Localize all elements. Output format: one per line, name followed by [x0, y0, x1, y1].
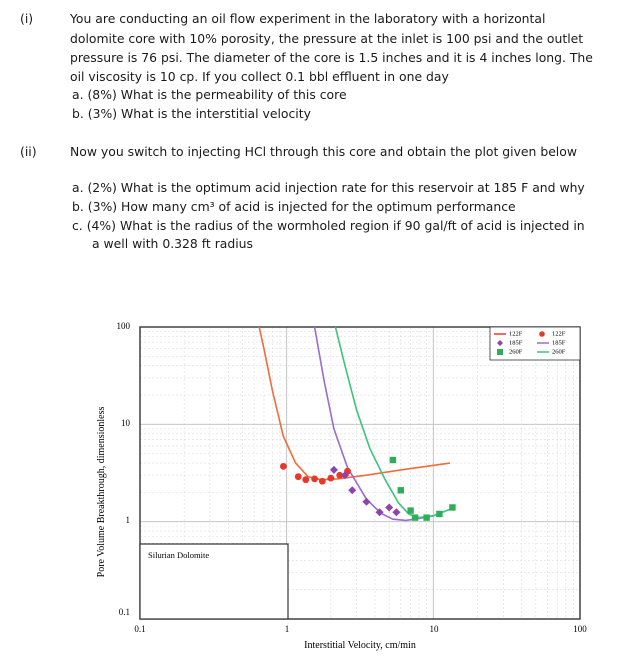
question-2a: a. (2%) What is the optimum acid injection rate for this reservoir at 185 F and why — [72, 180, 585, 195]
point-260f — [398, 487, 404, 493]
question-2c: c. (4%) What is the radius of the wormholed region if 90 gal/ft of acid is injected in — [72, 218, 585, 233]
legend-label-260f-a: 260F — [509, 348, 523, 356]
annotation-label: Silurian Dolomite — [148, 550, 210, 560]
legend-label-122f-a: 122F — [509, 330, 523, 338]
question-1-line-1: You are conducting an oil flow experiment in the laboratory with a horizontal — [70, 11, 546, 26]
y-axis-label: Pore Volume Breakthrough, dimensionless — [96, 406, 107, 578]
point-122f — [280, 463, 287, 470]
x-tick-1: 1 — [284, 624, 290, 634]
legend-label-185f-b: 185F — [552, 339, 566, 347]
point-260f — [423, 514, 429, 520]
y-tick-100: 100 — [116, 322, 130, 332]
point-122f — [302, 476, 309, 483]
question-1a: a. (8%) What is the permeability of this core — [72, 87, 347, 102]
question-2b: b. (3%) How many cm³ of acid is injected for the optimum performance — [72, 199, 516, 214]
point-260f — [449, 504, 455, 510]
point-260f — [407, 507, 413, 513]
legend-label-122f-b: 122F — [552, 330, 566, 338]
point-122f — [311, 476, 318, 483]
x-axis-label: Interstitial Velocity, cm/min — [304, 640, 416, 651]
chart-svg — [90, 322, 610, 667]
chart-legend — [490, 327, 580, 360]
legend-label-260f-b: 260F — [552, 348, 566, 356]
point-122f — [327, 475, 334, 482]
point-185f — [330, 466, 338, 474]
legend-marker-122f — [539, 331, 545, 337]
point-185f — [392, 508, 400, 516]
legend-box — [490, 327, 580, 360]
y-tick-1: 1 — [125, 515, 130, 526]
point-260f — [436, 511, 442, 517]
question-1-line-3: pressure is 76 psi. The diameter of the core is 1.5 inches and it is 4 inches long. The — [70, 50, 593, 65]
point-122f — [295, 473, 302, 480]
point-185f — [362, 498, 370, 506]
question-1-line-2: dolomite core with 10% porosity, the pressure at the inlet is 100 psi and the outlet — [70, 31, 584, 46]
question-1b: b. (3%) What is the interstitial velocity — [72, 106, 311, 121]
question-1-line-4: oil viscosity is 10 cp. If you collect 0.1 bbl effluent in one day — [70, 69, 449, 84]
question-2-intro: Now you switch to injecting HCl through this core and obtain the plot given below — [70, 144, 577, 159]
y-tick-0.1: 0.1 — [118, 607, 130, 618]
legend-marker-260f — [497, 349, 503, 355]
x-tick-0.1: 0.1 — [134, 624, 146, 634]
point-185f — [348, 486, 356, 494]
x-tick-100: 100 — [573, 624, 587, 634]
legend-label-185f-a: 185F — [509, 339, 523, 347]
point-260f — [412, 514, 418, 520]
question-1-number: (i) — [20, 11, 34, 26]
point-260f — [390, 457, 396, 463]
wormhole-chart — [90, 322, 610, 667]
y-tick-10: 10 — [121, 418, 130, 429]
question-2-number: (ii) — [20, 144, 37, 159]
point-122f — [319, 478, 326, 485]
question-2c-cont: a well with 0.328 ft radius — [92, 236, 253, 251]
x-tick-10: 10 — [429, 624, 439, 634]
point-185f — [385, 503, 393, 511]
